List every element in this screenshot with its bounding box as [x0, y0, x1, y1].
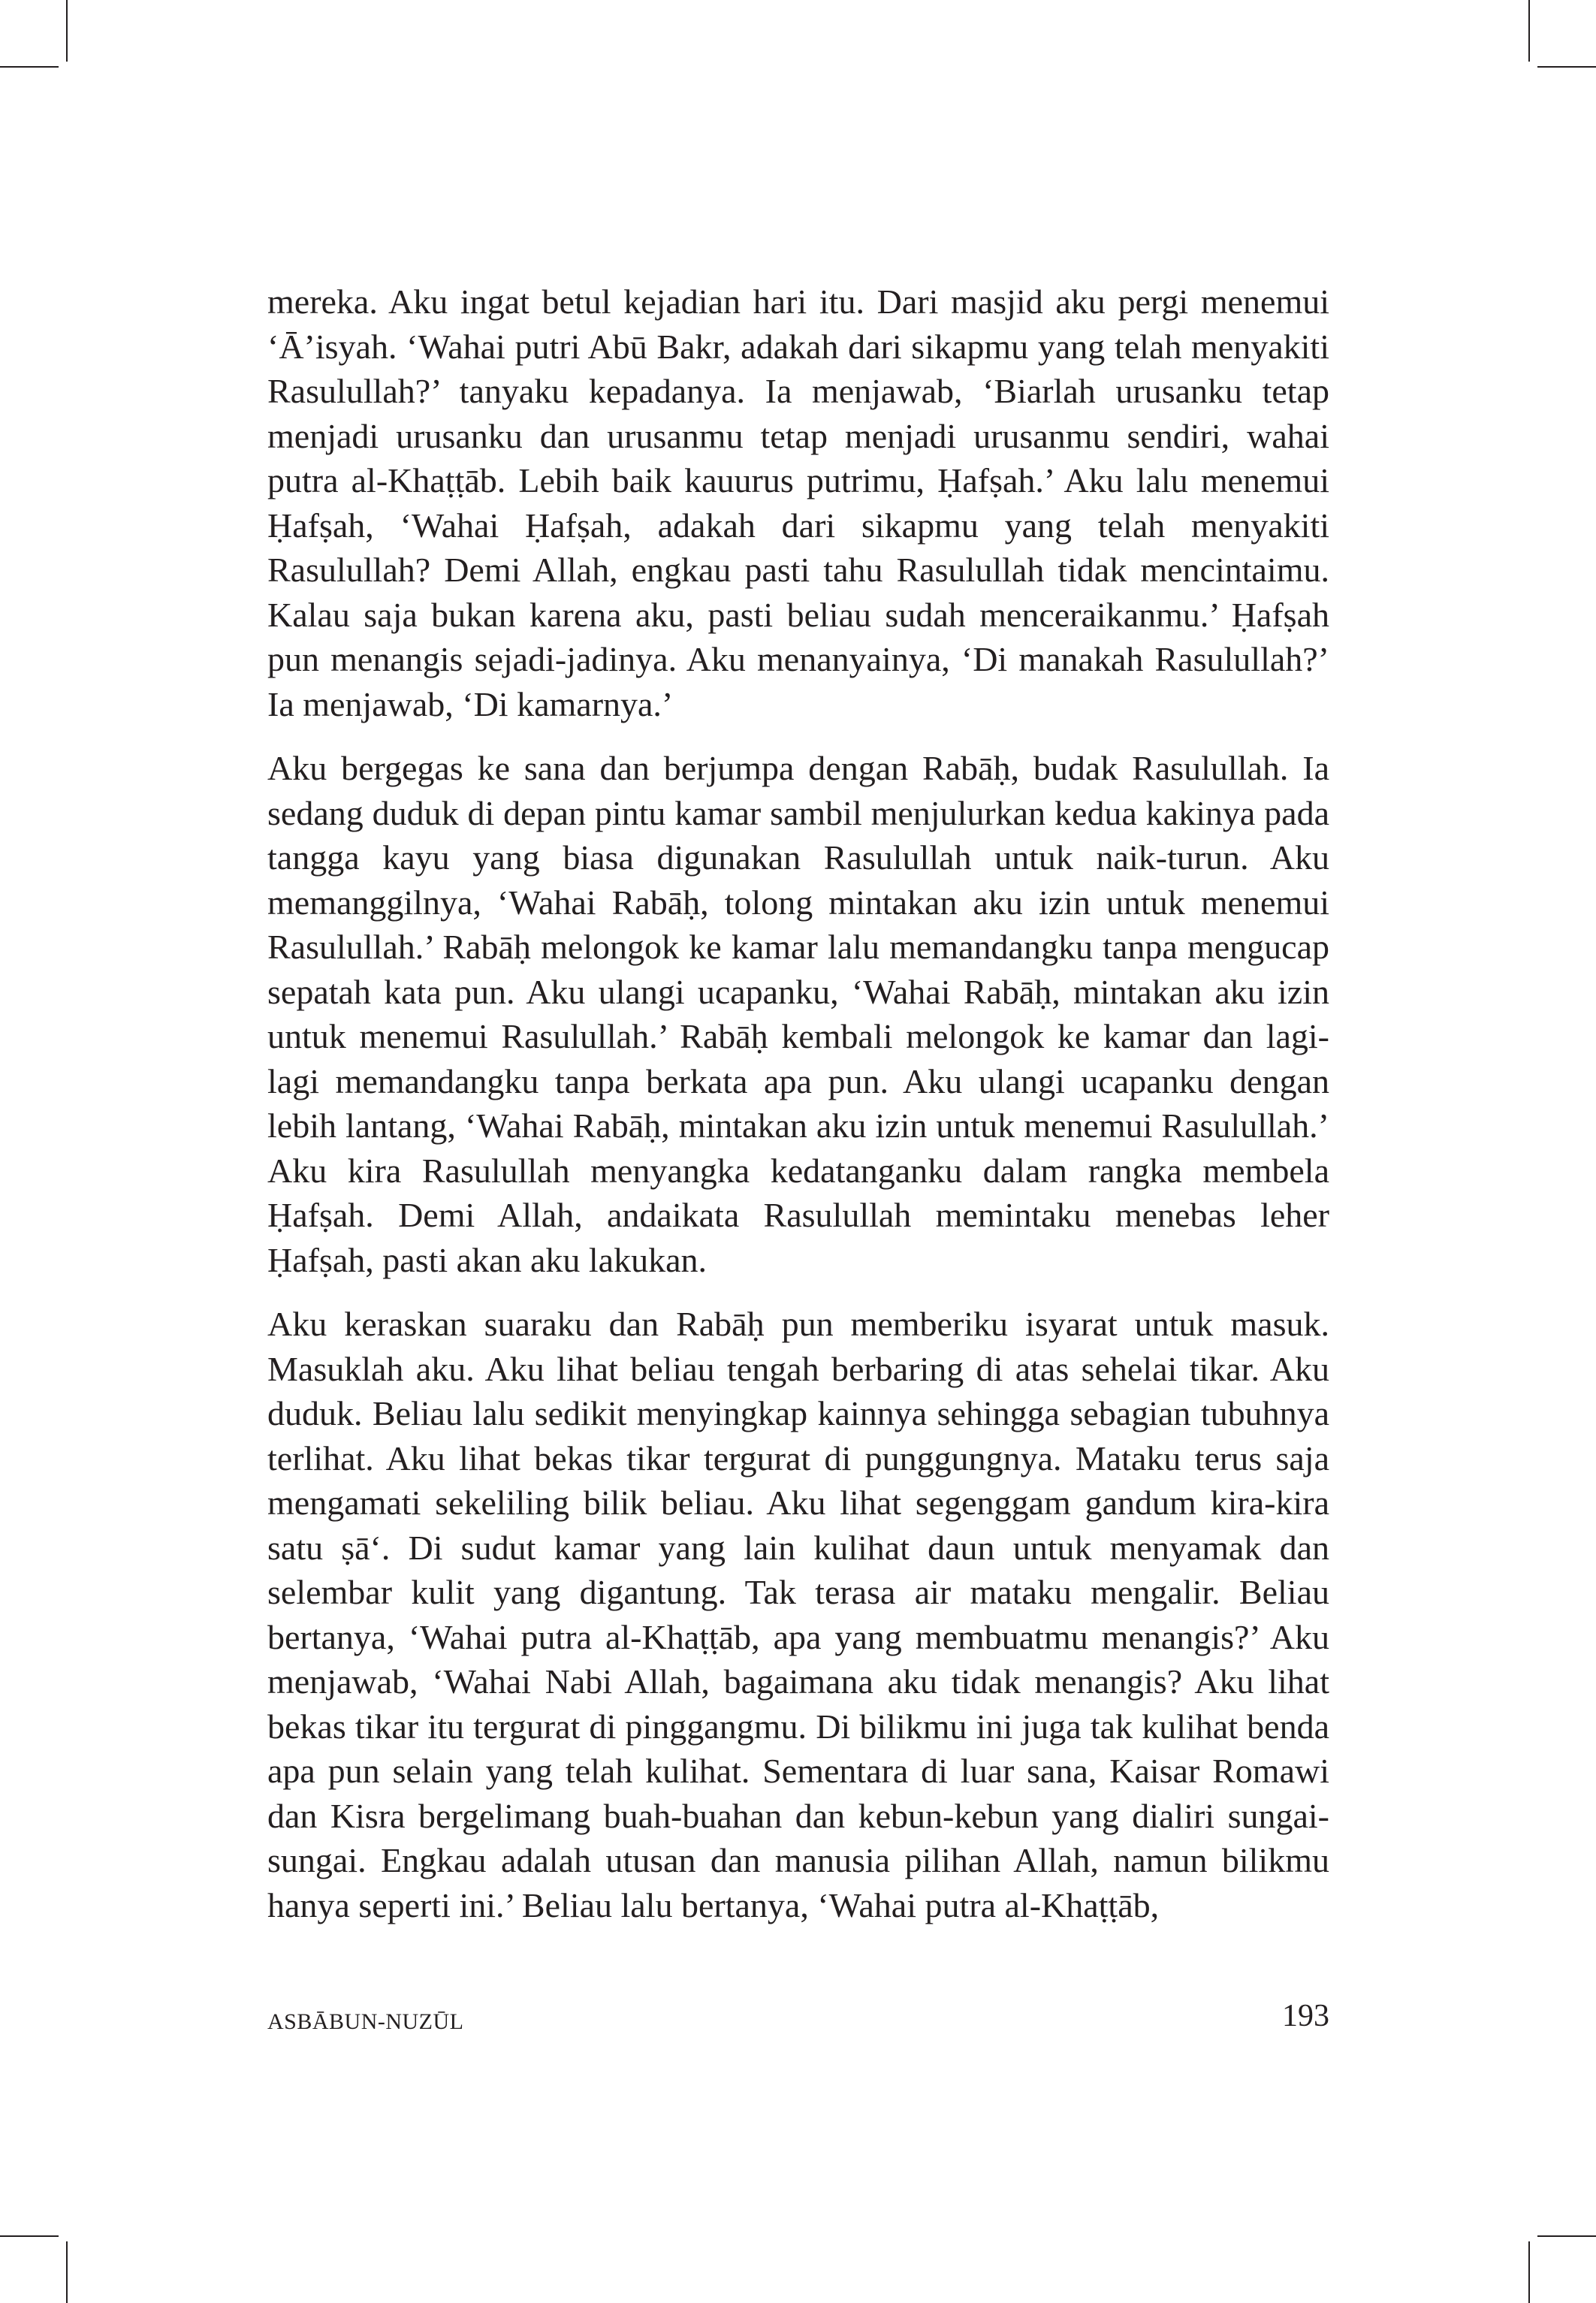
- crop-mark-top-left-vertical: [66, 0, 68, 62]
- crop-mark-top-right-horizontal: [1537, 66, 1596, 68]
- paragraph-1: mereka. Aku ingat betul kejadian hari itu. Dari masjid aku pergi menemui ‘Ā’isyah. ‘Wahai putri Abū Bakr, adakah dari sikapmu yang telah menyakiti Rasulullah?’ tanyaku kepadanya. Ia menjawab, ‘Biarlah urusanku tetap menjadi urusanku dan urusanmu tetap menjadi urusanmu sendiri, wahai putra al-Khaṭṭāb. Lebih baik kauurus putrimu, Ḥafṣah.’ Aku lalu menemui Ḥafṣah, ‘Wahai Ḥafṣah, adakah dari sikapmu yang telah menyakiti Rasulullah? Demi Allah, engkau pasti tahu Rasulullah tidak mencintaimu. Kalau saja bukan karena aku, pasti beliau sudah menceraikanmu.’ Ḥafṣah pun menangis sejadi-jadinya. Aku menanyainya, ‘Di manakah Rasulullah?’ Ia menjawab, ‘Di kamarnya.’: [267, 282, 1329, 723]
- crop-mark-top-left-horizontal: [0, 66, 59, 68]
- crop-mark-bottom-left-horizontal: [0, 2235, 59, 2237]
- page-number: 193: [1282, 1999, 1329, 2033]
- crop-mark-bottom-right-horizontal: [1537, 2235, 1596, 2237]
- crop-mark-top-right-vertical: [1528, 0, 1530, 62]
- crop-mark-bottom-left-vertical: [66, 2241, 68, 2303]
- paragraph-3: Aku keraskan suaraku dan Rabāḥ pun memberiku isyarat untuk masuk. Masuklah aku. Aku lihat beliau tengah berbaring di atas sehelai tikar. Aku duduk. Beliau lalu sedikit menyingkap kainnya sehingga sebagian tubuhnya terlihat. Aku lihat bekas tikar tergurat di punggungnya. Mataku terus saja mengamati sekeliling bilik beliau. Aku lihat segenggam gandum kira-kira satu ṣā‘. Di sudut kamar yang lain kulihat daun untuk menyamak dan selembar kulit yang digantung. Tak terasa air mataku mengalir. Beliau bertanya, ‘Wahai putra al-Khaṭṭāb, apa yang membuatmu menangis?’ Aku menjawab, ‘Wahai Nabi Allah, bagaimana aku tidak menangis? Aku lihat bekas tikar itu tergurat di pinggangmu. Di bilikmu ini juga tak kulihat benda apa pun selain yang telah kulihat. Sementara di luar sana, Kaisar Romawi dan Kisra bergelimang buah-buahan dan kebun-kebun yang dialiri sungai-sungai. Engkau adalah utusan dan manusia pilihan Allah, namun bilikmu hanya seperti ini.’ Beliau lalu bertanya, ‘Wahai putra al-Khaṭṭāb,: [267, 1305, 1329, 1924]
- paragraph-2: Aku bergegas ke sana dan berjumpa dengan Rabāḥ, budak Rasulullah. Ia sedang duduk di depan pintu kamar sambil menjulurkan kedua kakinya pada tangga kayu yang biasa digunakan Rasulullah untuk naik-turun. Aku memanggilnya, ‘Wahai Rabāḥ, tolong mintakan aku izin untuk menemui Rasulullah.’ Rabāḥ melongok ke kamar lalu memandangku tanpa mengucap sepatah kata pun. Aku ulangi ucapanku, ‘Wahai Rabāḥ, mintakan aku izin untuk menemui Rasulullah.’ Rabāḥ kembali melongok ke kamar dan lagi-lagi memandangku tanpa berkata apa pun. Aku ulangi ucapanku dengan lebih lantang, ‘Wahai Rabāḥ, mintakan aku izin untuk menemui Rasulullah.’ Aku kira Rasulullah menyangka kedatanganku dalam rangka membela Ḥafṣah. Demi Allah, andaikata Rasulullah memintaku menebas leher Ḥafṣah, pasti akan aku lakukan.: [267, 749, 1329, 1279]
- crop-mark-bottom-right-vertical: [1528, 2241, 1530, 2303]
- body-text: [267, 279, 1329, 1927]
- running-footer-title: ASBĀBUN-NUZŪL: [267, 2009, 464, 2034]
